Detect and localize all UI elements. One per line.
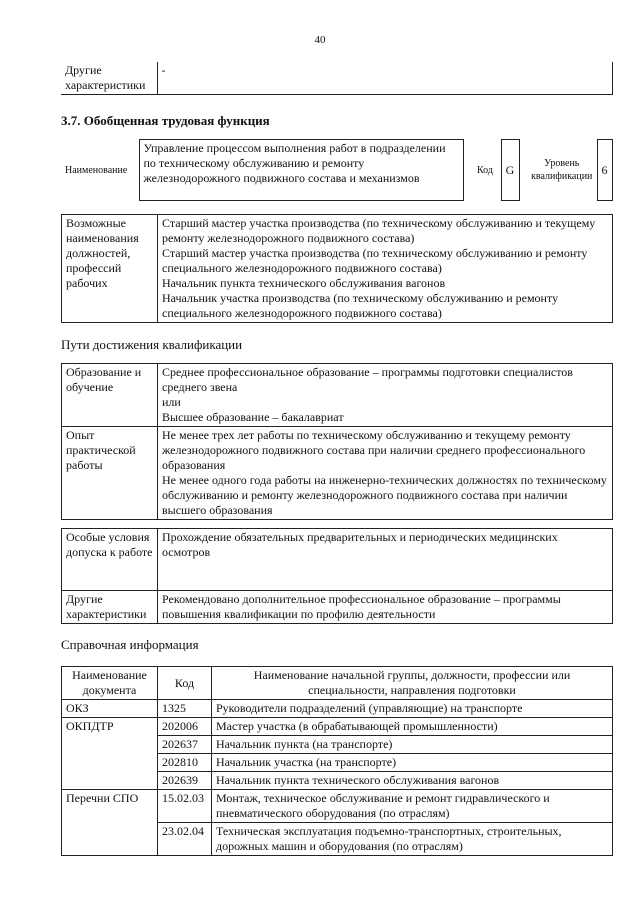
ref-header-name: Наименование начальной группы, должности, профессии или специальности, направления подготовки: [212, 667, 613, 700]
function-header-table: [61, 139, 613, 201]
position-item: Начальник пункта технического обслуживания вагонов: [162, 276, 446, 290]
page-number: 40: [314, 34, 326, 46]
conditions-label: Особые условия допуска к работе: [62, 529, 158, 591]
table-row: Перечни СПО 15.02.03 Монтаж, техническое обслуживание и ремонт гидравлического и пневматического оборудования (по отраслям): [62, 790, 613, 823]
section-title: 3.7. Обобщенная трудовая функция: [61, 113, 270, 128]
ref-header-doc: Наименование документа: [62, 667, 158, 700]
reference-title: Справочная информация: [61, 637, 199, 652]
education-item: Высшее образование – бакалавриат: [162, 410, 344, 424]
level-label: Уровень квалификации: [531, 158, 593, 182]
positions-label: Возможные наименования должностей, профессий рабочих: [62, 215, 158, 323]
education-label: Образование и обучение: [62, 364, 158, 427]
conditions-table: [61, 528, 613, 624]
conditions-value: Прохождение обязательных предварительных и периодических медицинских осмотров: [158, 529, 613, 591]
qualification-paths-title: Пути достижения квалификации: [61, 337, 243, 352]
code-label: Код: [477, 164, 493, 176]
code-value: G: [501, 140, 519, 201]
table-row: 202810 Начальник участка (на транспорте): [62, 754, 613, 772]
experience-label: Опыт практической работы: [62, 427, 158, 520]
table-row: 202637 Начальник пункта (на транспорте): [62, 736, 613, 754]
positions-table: [61, 214, 613, 323]
experience-item: Не менее трех лет работы по техническому обслуживанию и текущему ремонту железнодорожного подвижного состава при наличии среднего профессионального образования: [162, 428, 586, 472]
table-row: ОКЗ 1325 Руководители подразделений (управляющие) на транспорте: [62, 700, 613, 718]
other-label: Другие характеристики: [62, 591, 158, 624]
education-item: или: [162, 395, 181, 409]
other-value-top: -: [157, 62, 612, 95]
other-label-top: Другие характеристики: [61, 62, 157, 95]
position-item: Старший мастер участка производства (по техническому обслуживанию и текущему ремонту железнодорожного подвижного состава): [162, 216, 596, 245]
reference-table: [61, 666, 613, 856]
education-table: [61, 363, 613, 520]
table-row: 202639 Начальник пункта технического обслуживания вагонов: [62, 772, 613, 790]
other-value: Рекомендовано дополнительное профессиональное образование – программы повышения квалификации по профилю деятельности: [158, 591, 613, 624]
function-name: Управление процессом выполнения работ в подразделении по техническому обслуживанию и ремонту железнодорожного подвижного состава и механизмов: [139, 140, 463, 201]
table-row: 23.02.04 Техническая эксплуатация подъемно-транспортных, строительных, дорожных машин и оборудования (по отраслям): [62, 823, 613, 856]
education-item: Среднее профессиональное образование – программы подготовки специалистов среднего звена: [162, 365, 573, 394]
top-other-table: [61, 62, 613, 95]
position-item: Начальник участка производства (по техническому обслуживанию и ремонту специального железнодорожного подвижного состава): [162, 291, 559, 320]
position-item: Старший мастер участка производства (по техническому обслуживанию и ремонту специального железнодорожного подвижного состава): [162, 246, 588, 275]
name-label: Наименование: [65, 164, 128, 176]
table-row: ОКПДТР 202006 Мастер участка (в обрабатывающей промышленности): [62, 718, 613, 736]
experience-item: Не менее одного года работы на инженерно-технических должностях по техническому обслуживанию и ремонту железнодорожного подвижного состава при наличии высшего образования: [162, 473, 607, 517]
level-value: 6: [597, 140, 612, 201]
ref-header-code: Код: [158, 667, 212, 700]
